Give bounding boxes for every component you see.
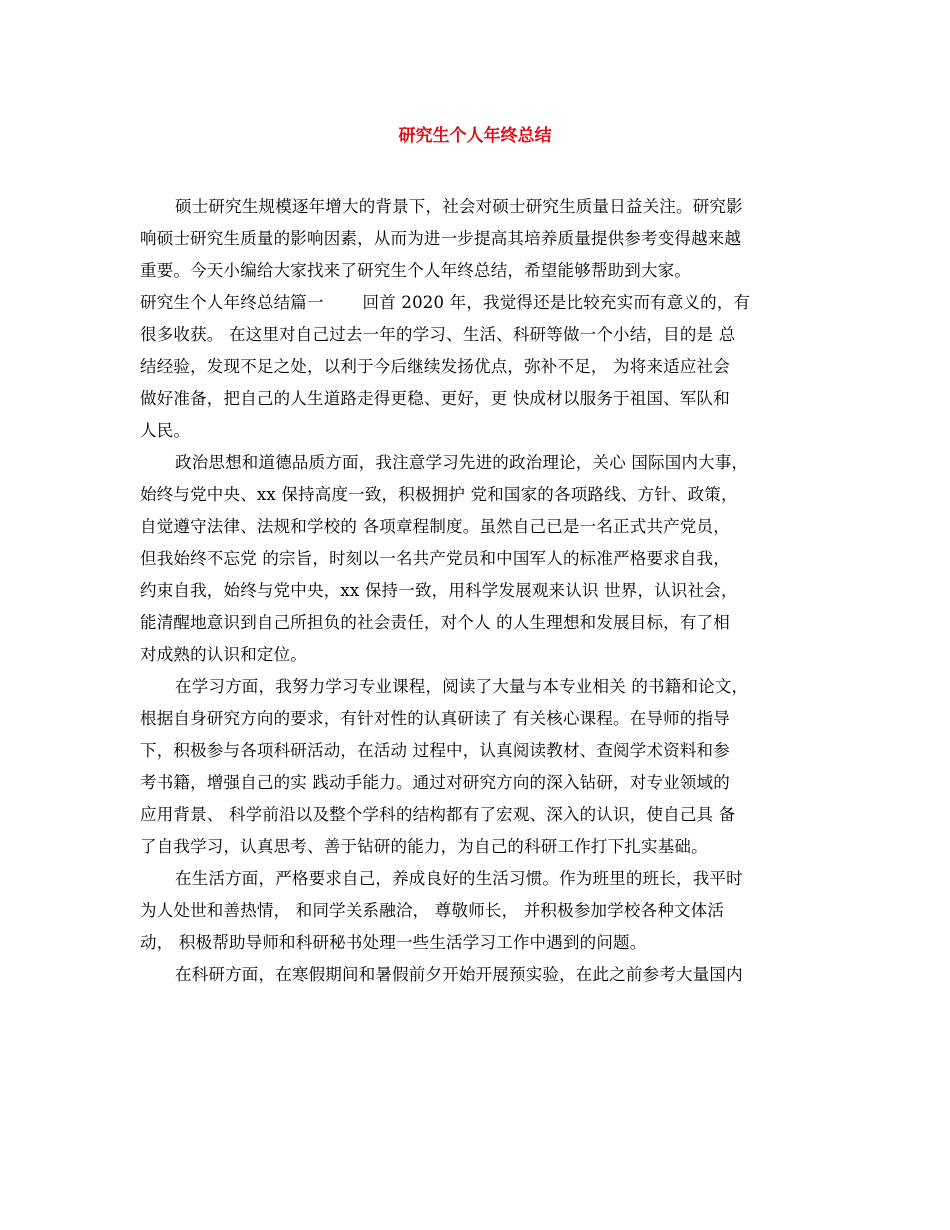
paragraph-line: 但我始终不忘党 的宗旨，时刻以一名共产党员和中国军人的标准严格要求自我， [140,549,730,568]
paragraph-line: 考书籍，增强自己的实 践动手能力。通过对研究方向的深入钻研，对专业领域的 [140,773,730,792]
paragraph-line: 根据自身研究方向的要求，有针对性的认真研读了 有关核心课程。在导师的指导 [140,709,730,728]
paragraph-first-line: 在生活方面，严格要求自己，养成良好的生活习惯。作为班里的班长，我平时 [175,869,743,888]
paragraph-line: 约束自我，始终与党中央，xx 保持一致，用科学发展观来认识 世界，认识社会， [140,581,738,600]
paragraph-line: 下，积极参与各项科研活动，在活动 过程中，认真阅读教材、查阅学术资料和参 [140,741,730,760]
paragraph-line: 很多收获。 在这里对自己过去一年的学习、生活、科研等做一个小结，目的是 总 [140,325,736,344]
paragraph-line: 重要。今天小编给大家找来了研究生个人年终总结，希望能够帮助到大家。 [140,261,692,280]
document-body [140,191,820,991]
paragraph-line: 始终与党中央、xx 保持高度一致，积极拥护 党和国家的各项路线、方针、政策， [140,485,738,504]
document-title: 研究生个人年终总结 [398,126,552,146]
paragraph-line: 对成熟的认识和定位。 [140,645,307,664]
paragraph-line: 做好准备，把自己的人生道路走得更稳、更好，更 快成材以服务于祖国、军队和 [140,389,730,408]
paragraph-line: 结经验，发现不足之处，以利于今后继续发扬优点，弥补不足， 为将来适应社会 [140,357,730,376]
paragraph-line: 为人处世和善热情， 和同学关系融洽， 尊敬师长， 并积极参加学校各种文体活 [140,901,725,920]
paragraph-line: 人民。 [140,421,191,440]
paragraph-first-line: 在科研方面，在寒假期间和暑假前夕开始开展预实验，在此之前参考大量国内 [175,965,743,984]
paragraph-line: 研究生个人年终总结篇一 回首 2020 年，我觉得还是比较充实而有意义的，有 [140,293,751,312]
paragraph-line: 动， 积极帮助导师和科研秘书处理一些生活学习工作中遇到的问题。 [140,933,647,952]
paragraph-line: 响硕士研究生质量的影响因素，从而为进一步提高其培养质量提供参考变得越来越 [140,229,742,248]
paragraph-line: 能清醒地意识到自己所担负的社会责任，对个人 的人生理想和发展目标，有了相 [140,613,730,632]
paragraph-line: 了自我学习，认真思考、善于钻研的能力，为自己的科研工作打下扎实基础。 [140,837,708,856]
paragraph-line: 自觉遵守法律、法规和学校的 各项章程制度。虽然自己已是一名正式共产党员， [140,517,730,536]
paragraph-line: 应用背景、 科学前沿以及整个学科的结构都有了宏观、深入的认识，使自己具 备 [140,805,736,824]
paragraph-first-line: 政治思想和道德品质方面，我注意学习先进的政治理论，关心 国际国内大事， [175,453,749,472]
paragraph-first-line: 硕士研究生规模逐年增大的背景下，社会对硕士研究生质量日益关注。研究影 [175,197,743,216]
paragraph-first-line: 在学习方面，我努力学习专业课程，阅读了大量与本专业相关 的书籍和论文， [175,677,749,696]
